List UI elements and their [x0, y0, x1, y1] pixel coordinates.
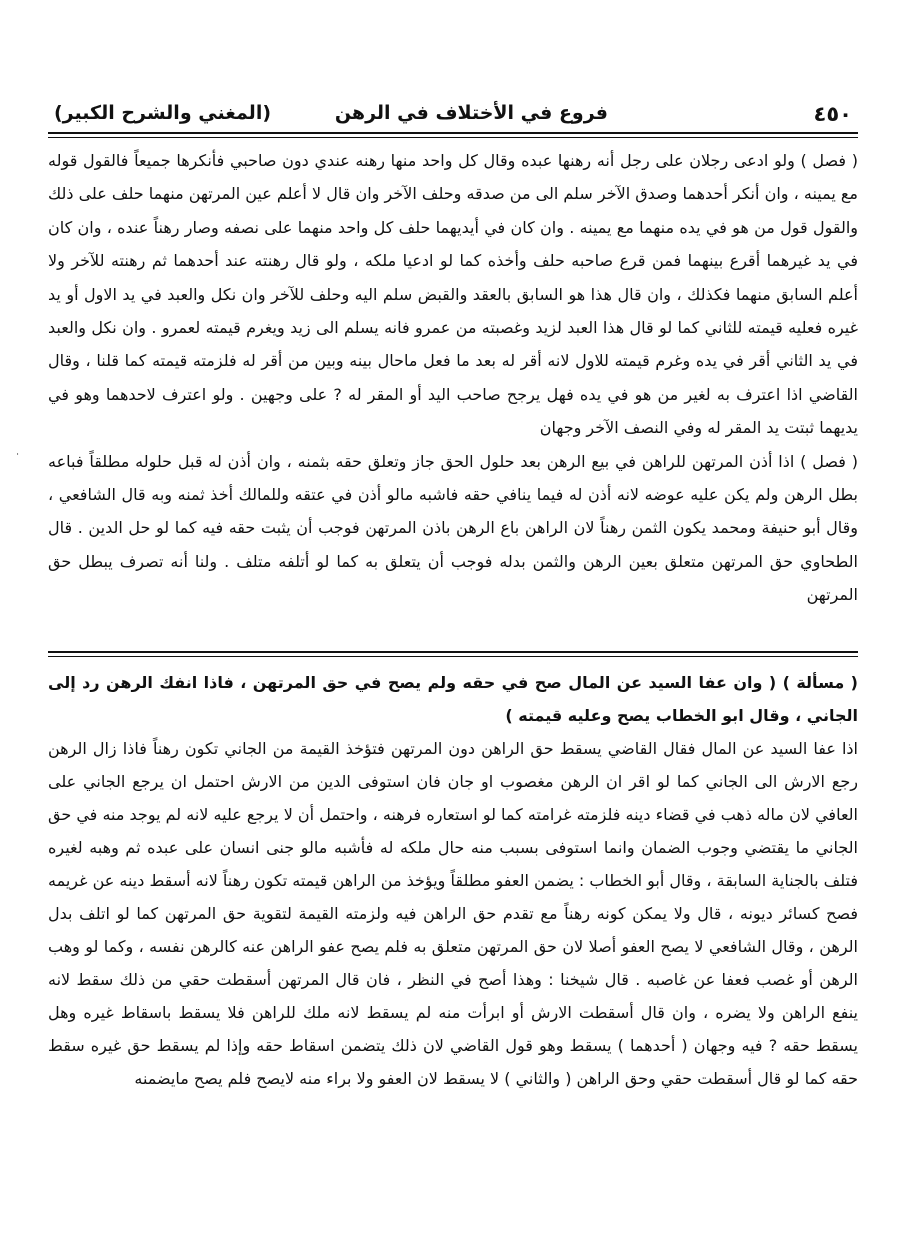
book-title: (المغني والشرح الكبير) [54, 102, 272, 124]
masala-heading: ( مسألة ) ( وان عفا السيد عن المال صح في حقه ولم يصح في حق المرتهن ، فاذا انفك الرهن رد إلى الجاني ، وقال ابو الخطاب يصح وعليه قيمته ) [48, 673, 858, 725]
running-title: فروع في الأختلاف في الرهن [334, 102, 608, 124]
header-rule [48, 132, 858, 138]
main-text [48, 144, 858, 612]
page-header [48, 98, 858, 140]
commentary-paragraph: اذا عفا السيد عن المال فقال القاضي يسقط حق الراهن دون المرتهن فتؤخذ القيمة من الجاني تكون رهناً فاذا زال الرهن رجع الارش الى الجاني كما لو اقر ان الرهن مغصوب او جان فان استوفى الدين من الارش احتمل ان يرجع الجاني على العافي لان ماله ذهب في قضاء دينه فلزمته غرامته كما لو استعاره فرهنه ، واحتمل أن لا يرجع عليه لانه لم يوجد منه في حق الجاني ما يقتضي وجوب الضمان وانما استوفى بسبب منه حال ملكه له فأشبه مالو جنى انسان على عبده ثم وهبه لغيره فتلف بالجناية السابقة ، وقال أبو الخطاب : يضمن العفو مطلقاً ويؤخذ من الراهن قيمته تكون رهناً لانه أسقط دينه عن غريمه فصح كسائر ديونه ، قال ولا يمكن كونه رهناً مع تقدم حق الراهن فيه ولزمته القيمة لتقوية حق المرتهن كما لو اتلف بدل الرهن ، وقال الشافعي لا يصح العفو أصلا لان حق المرتهن متعلق به فلم يصح عفو الراهن عنه كالرهن نفسه ، وكما لو وهب الرهن أو غصب فعفا عن غاصبه . قال شيخنا : وهذا أصح في النظر ، فان قال المرتهن أسقطت حقي من ذلك سقط لانه ينفع الراهن ولا يضره ، وان قال أسقطت الارش أو ابرأت منه لم يسقط لانه ملك للراهن فلا يسقط باسقاط غيره وهل يسقط حقه ? فيه وجهان ( أحدهما ) يسقط وهو قول القاضي لان ذلك يتضمن اسقاط حقه وإذا لم يسقط حق غيره سقط حقه كما لو قال أسقطت حقي وحق الراهن ( والثاني ) لا يسقط لان العفو ولا براء منه لايصح فلم يصح مايضمنه [48, 739, 858, 1088]
commentary-text [48, 666, 858, 1095]
paragraph-fasl-2: ( فصل ) اذا أذن المرتهن للراهن في بيع الرهن بعد حلول الحق جاز وتعلق حقه بثمنه ، وان أذن له قبل حلوله مطلقاً فباعه بطل الرهن ولم يكن عليه عوضه لانه أذن له فيما ينافي حقه فاشبه مالو أذن في عتقه وللمالك أخذ ثمنه وبه قال الشافعي ، وقال أبو حنيفة ومحمد يكون الثمن رهناً لان الراهن باع الرهن باذن المرتهن فوجب أن يثبت حقه فيه كما لو حل الدين . قال الطحاوي حق المرتهن متعلق بعين الرهن والثمن بدله فوجب أن يتعلق به كما لو أتلفه متلف . ولنا أنه تصرف يبطل حق المرتهن [48, 451, 858, 605]
section-divider [48, 651, 858, 657]
book-page [48, 98, 858, 1208]
paragraph-fasl-1: ( فصل ) ولو ادعى رجلان على رجل أنه رهنها عبده وقال كل واحد منها رهنه عندي دون صاحبي فأنكرها جميعاً فالقول قوله مع يمينه ، وان أنكر أحدهما وصدق الآخر سلم الى من صدقه وحلف الآخر وان قال لا أعلم عين المرتهن منهما حلف على ذلك والقول قول من هو في يده منهما مع يمينه . وان كان في أيديهما حلف كل واحد منهما على نصفه وصار رهناً عنده ، وان كان في يد غيرهما أقرع بينهما فمن قرع صاحبه حلف وأخذه كما لو ادعيا ملكه ، ولو قال رهنته عند أحدهما ثم رهنته للآخر ولا أعلم السابق منهما فكذلك ، وان قال هذا هو السابق بالعقد والقبض سلم اليه وحلف للآخر وان نكل والعبد في يد الاول أو يد غيره فعليه قيمته للثاني كما لو قال هذا العبد لزيد وغصبته من عمرو فانه يسلم الى زيد ويغرم قيمته لعمرو . وان نكل والعبد في يد الثاني أقر في يده وغرم قيمته للاول لانه أقر له بعد ما فعل ماحال بينه وبين من أقر له فلزمته قيمته كما قلنا ، وقال القاضي اذا اعترف به لغير من هو في يده فهل يرجح صاحب اليد أو المقر له ? على وجهين . ولو اعترف لاحدهما وهو في يديهما ثبتت يد المقر له وفي النصف الآخر وجهان [48, 151, 858, 438]
page-number: ٤٥٠ [813, 102, 852, 126]
